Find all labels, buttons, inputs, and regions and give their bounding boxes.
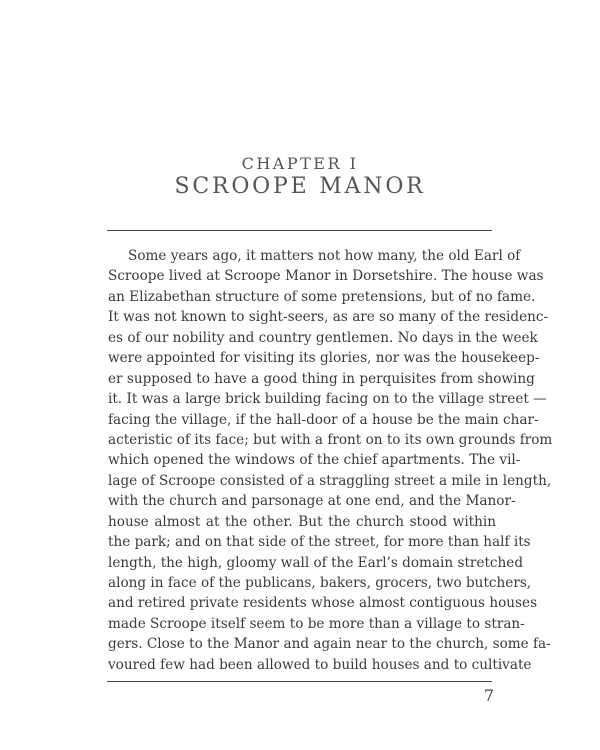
text-line: the park; and on that side of the street, for more than half its (108, 534, 531, 551)
top-rule (107, 230, 492, 231)
text-line: which opened the windows of the chief apartments. The vil- (108, 452, 521, 469)
text-line: voured few had been allowed to build houses and to cultivate (108, 656, 532, 673)
text-line: and retired private residents whose almost contiguous houses (108, 595, 538, 612)
chapter-label: CHAPTER I (241, 154, 359, 173)
text-line: were appointed for visiting its glories, nor was the housekeep- (108, 350, 540, 367)
body-text (108, 246, 553, 675)
text-line: es of our nobility and country gentlemen. No days in the week (108, 329, 538, 346)
text-line: gers. Close to the Manor and again near to the church, some fa- (108, 636, 551, 653)
text-line: an Elizabethan structure of some pretensions, but of no fame. (108, 288, 536, 305)
text-line: along in face of the publicans, bakers, grocers, two butchers, (108, 575, 532, 591)
text-line: Some years ago, it matters not how many, the old Earl of (128, 248, 521, 264)
text-line: acteristic of its face; but with a front on to its own grounds from (108, 431, 553, 448)
text-line: house almost at the other. But the church stood within (108, 513, 496, 530)
text-line: facing the village, if the hall-door of a house be the main char- (108, 411, 539, 428)
text-line: it. It was a large brick building facing on to the village street — (108, 391, 547, 408)
page-number: 7 (483, 686, 494, 705)
text-line: made Scroope itself seem to be more than a village to stran- (108, 615, 525, 632)
bottom-rule (107, 681, 492, 682)
text-line: length, the high, gloomy wall of the Earl’s domain stretched (108, 554, 524, 571)
text-line: It was not known to sight-seers, as are so many of the residenc- (108, 309, 549, 326)
text-line: er supposed to have a good thing in perquisites from showing (108, 370, 535, 387)
chapter-title: SCROOPE MANOR (174, 174, 426, 199)
text-line: lage of Scroope consisted of a straggling street a mile in length, (108, 472, 552, 489)
text-line: Scroope lived at Scroope Manor in Dorsetshire. The house was (108, 268, 544, 285)
text-line: with the church and parsonage at one end, and the Manor- (108, 493, 516, 510)
